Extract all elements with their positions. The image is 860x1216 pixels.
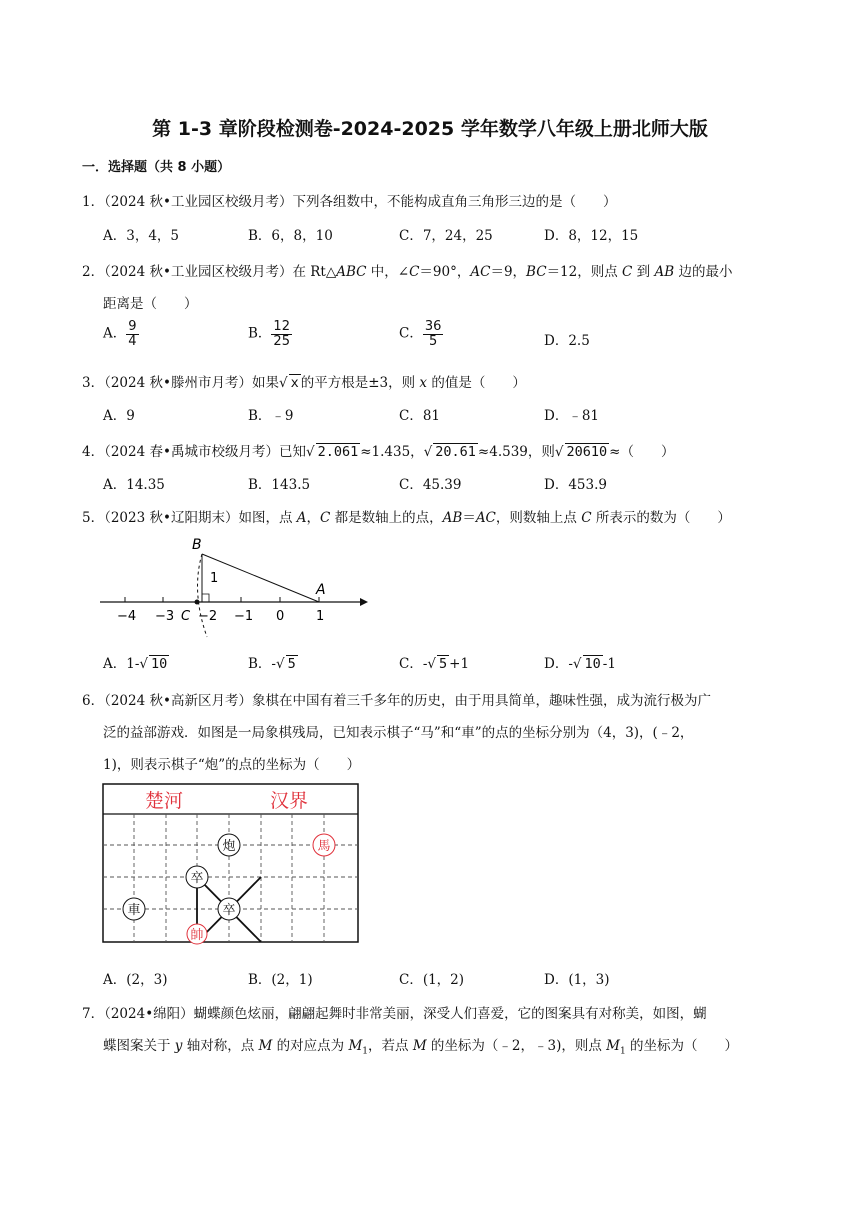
- question-7-stem-line2: 蝶图案关于 y 轴对称，点 M 的对应点为 $M_1$，若点 M 的坐标为（﹣2，﹣3)，则点 $M_1$ 的坐标为（ ）: [103, 1038, 739, 1057]
- question-5-stem: 5．（2023 秋•辽阳期末）如图，点 A，C 都是数轴上的点，AB＝AC，则数轴上点 C 所表示的数为（ ）: [82, 510, 731, 526]
- question-2-stem: 2．（2024 秋•工业园区校级月考）在 Rt△ABC 中，∠C＝90°，AC＝9，BC＝12，则点 C 到 AB 边的最小: [82, 264, 733, 280]
- q1-option-b: B．6，8，10: [248, 228, 333, 244]
- tick-label: −1: [234, 609, 254, 624]
- q2-option-d: D．2.5: [544, 333, 590, 349]
- q5-option-a: A．1-√ 10: [103, 656, 168, 672]
- chess-board-figure: [102, 783, 360, 946]
- piece-ma-label: 馬: [317, 839, 331, 854]
- q1-option-d: D．8，12，15: [544, 228, 639, 244]
- piece-pao-label: 炮: [222, 839, 236, 854]
- q4-option-c: C．45.39: [399, 477, 462, 493]
- axis-arrow: [360, 598, 368, 606]
- question-1-stem: 1．（2024 秋•工业园区校级月考）下列各组数中，不能构成直角三角形三边的是（ ）: [82, 194, 617, 210]
- q4-option-b: B．143.5: [248, 477, 311, 493]
- piece-ju-label: 車: [127, 903, 141, 918]
- q5-option-b: B．-√ 5: [248, 656, 296, 672]
- q6-option-b: B．(2，1): [248, 972, 313, 988]
- river-right-text: 汉界: [270, 790, 309, 812]
- q5-option-d: D．-√ 10 -1: [544, 656, 616, 672]
- q4-option-a: A．14.35: [103, 477, 165, 493]
- q1-option-c: C．7，24，25: [399, 228, 493, 244]
- piece-ma: [313, 834, 335, 856]
- q2-option-c: C． $\frac{36}{5}$: [399, 319, 442, 349]
- tick-label: −3: [155, 609, 175, 624]
- question-6-stem-line2: 泛的益部游戏．如图是一局象棋残局，已知表示棋子“马”和“車”的点的坐标分别为（4，3)，(﹣2，: [103, 725, 694, 741]
- label-b: B: [192, 537, 202, 553]
- q3-option-c: C．81: [399, 408, 441, 424]
- question-7-stem: 7．（2024•绵阳）蝴蝶颜色炫丽，翩翩起舞时非常美丽，深受人们喜爱，它的图案具有对称美，如图，蝴: [82, 1006, 707, 1022]
- tick-label: −2: [198, 609, 218, 624]
- q5-option-c: C．-√ 5 +1: [399, 656, 470, 672]
- q2-option-b: B． $\frac{12}{25}$: [248, 319, 290, 349]
- label-a: A: [316, 582, 326, 598]
- segment-ab: [202, 554, 319, 602]
- piece-zu-upper: [186, 866, 208, 888]
- label-c: C: [181, 609, 191, 624]
- tick-label: −4: [117, 609, 137, 624]
- piece-shuai: [187, 924, 207, 944]
- river-left-text: 楚河: [145, 790, 184, 812]
- piece-pao: [218, 834, 240, 856]
- piece-ju: [123, 898, 145, 920]
- section-heading: 一．选择题（共 8 小题）: [82, 160, 231, 175]
- page-title: 第 1-3 章阶段检测卷-2024-2025 学年数学八年级上册北师大版: [152, 118, 708, 140]
- tick-label: 0: [276, 609, 285, 624]
- piece-zu-lower: [218, 898, 240, 920]
- piece-shuai-label: 帥: [190, 928, 204, 943]
- q3-option-a: A．9: [103, 408, 135, 424]
- question-2-stem-line2: 距离是（ ）: [103, 296, 198, 312]
- piece-zu-label: 卒: [190, 871, 204, 886]
- question-6-stem-line3: 1)，则表示棋子“炮”的点的坐标为（ ）: [103, 757, 361, 773]
- number-line-figure: [95, 532, 370, 640]
- q3-option-d: D．﹣81: [544, 408, 600, 424]
- tick-label: 1: [316, 609, 325, 624]
- point-c: [195, 600, 200, 605]
- q3-option-b: B．﹣9: [248, 408, 294, 424]
- q6-option-a: A．(2，3): [103, 972, 168, 988]
- question-4-stem: 4．（2024 春•禹城市校级月考）已知√ 2.061 ≈1.435，√ 20.61 ≈4.539，则√ 20610 ≈（ ）: [82, 444, 675, 460]
- q1-option-a: A．3，4，5: [103, 228, 180, 244]
- q6-option-d: D．(1，3): [544, 972, 610, 988]
- piece-zu-label: 卒: [222, 903, 236, 918]
- label-one: 1: [210, 571, 219, 586]
- question-3-stem: 3．（2024 秋•滕州市月考）如果√ x 的平方根是±3，则 x 的值是（ ）: [82, 375, 526, 391]
- q4-option-d: D．453.9: [544, 477, 607, 493]
- right-angle-mark: [202, 594, 209, 602]
- q2-option-a: A． $\frac{9}{4}$: [103, 319, 137, 349]
- q6-option-c: C．(1，2): [399, 972, 465, 988]
- question-6-stem: 6．（2024 秋•高新区月考）象棋在中国有着三千多年的历史，由于用具简单，趣味性强，成为流行极为广: [82, 693, 711, 709]
